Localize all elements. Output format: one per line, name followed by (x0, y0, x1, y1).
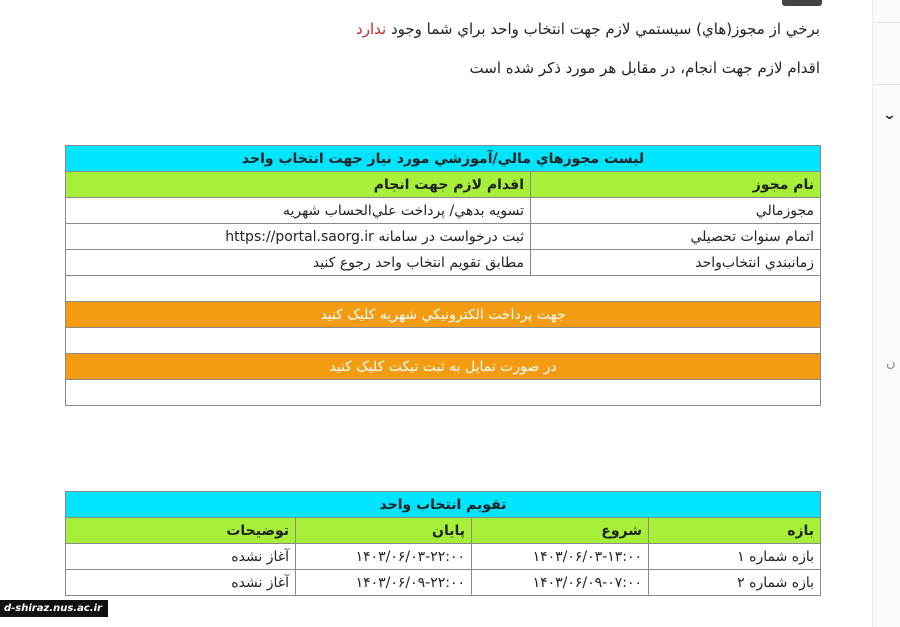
table-row (66, 250, 821, 276)
table-row (66, 570, 821, 596)
period-name: بازه شماره ۱ (649, 544, 821, 570)
permit-name: مجوزمالي (531, 198, 821, 224)
empty-row (66, 276, 821, 302)
permit-action-link[interactable]: ثبت درخواست در سامانه https://portal.saorg.ir (66, 224, 531, 250)
message-line1-text: برخي از مجوز(هاي) سيستمي لازم جهت انتخاب واحد براي شما وجود (386, 20, 820, 38)
action-instruction-message: اقدام لازم جهت انجام، در مقابل هر مورد ذكر شده است (469, 59, 820, 77)
side-glyph-icon: ں (886, 356, 896, 371)
permit-action: تسويه بدهي/ پرداخت علي‌الحساب شهريه (66, 198, 531, 224)
period-end: ۱۴۰۳/۰۶/۰۳-۲۲:۰۰ (296, 544, 472, 570)
top-tab (782, 0, 822, 6)
header-required-action: اقدام لازم جهت انجام (66, 172, 531, 198)
header-period: بازه (649, 518, 821, 544)
missing-permits-message (356, 20, 820, 38)
header-start: شروع (472, 518, 649, 544)
table-row (66, 224, 821, 250)
permit-name: اتمام سنوات تحصيلي (531, 224, 821, 250)
header-notes: توضيحات (66, 518, 296, 544)
chevron-down-icon[interactable]: ⌄ (882, 108, 897, 123)
header-end: پايان (296, 518, 472, 544)
period-name: بازه شماره ۲ (649, 570, 821, 596)
empty-row (66, 328, 821, 354)
period-end: ۱۴۰۳/۰۶/۰۹-۲۲:۰۰ (296, 570, 472, 596)
pay-tuition-button[interactable]: جهت پرداخت الكترونيكي شهريه كليک كنيد (66, 302, 821, 328)
empty-row (66, 380, 821, 406)
permit-name: زمانبندي انتخاب‌واحد (531, 250, 821, 276)
header-permit-name: نام مجوز (531, 172, 821, 198)
site-url-badge: d-shiraz.nus.ac.ir (0, 600, 108, 617)
submit-ticket-button[interactable]: در صورت تمايل به ثبت تيكت كليک كنيد (66, 354, 821, 380)
message-highlight: ندارد (356, 20, 387, 38)
calendar-table-title: تقويم انتخاب واحد (66, 492, 821, 518)
table-row (66, 198, 821, 224)
period-start: ۱۴۰۳/۰۶/۰۹-۰۷:۰۰ (472, 570, 649, 596)
right-side-panel (872, 0, 900, 627)
period-start: ۱۴۰۳/۰۶/۰۳-۱۳:۰۰ (472, 544, 649, 570)
calendar-table (65, 491, 821, 596)
permits-table-title: ليست مجوزهاي مالي/آموزشي مورد نياز جهت انتخاب واحد (66, 146, 821, 172)
period-notes: آغاز نشده (66, 544, 296, 570)
table-row (66, 544, 821, 570)
permit-action: مطابق تقويم انتخاب واحد رجوع كنيد (66, 250, 531, 276)
period-notes: آغاز نشده (66, 570, 296, 596)
permits-table (65, 145, 821, 406)
